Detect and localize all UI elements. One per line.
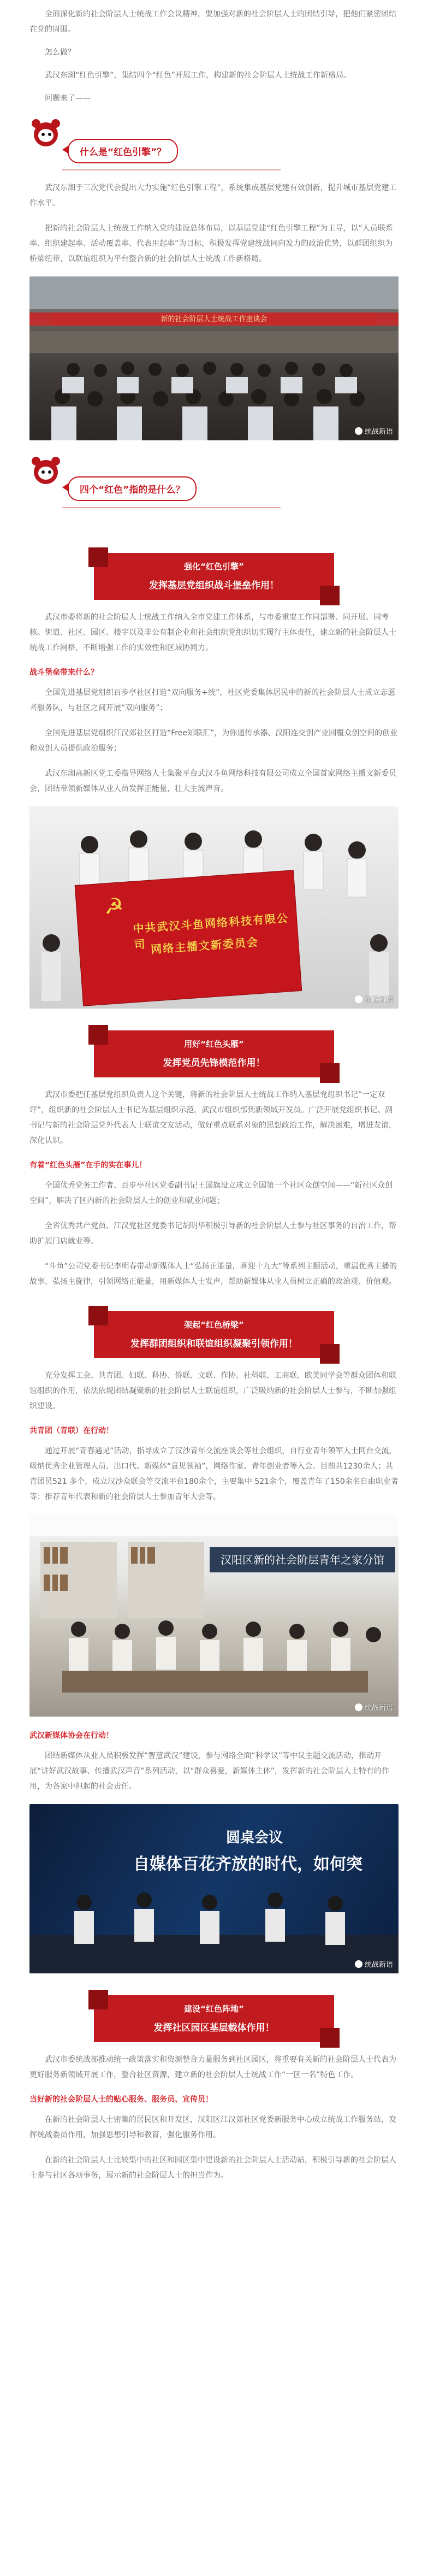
banner-line-1: 架起“红色桥梁” [184, 1320, 244, 1330]
section-title: 什么是“红色引擎”？ [68, 139, 178, 163]
part3-body [0, 1368, 428, 1505]
mascot-icon [29, 119, 62, 152]
red-flag [75, 870, 302, 1006]
section1-body [0, 180, 428, 267]
paragraph: 全国先进基层党组织百步亭社区打造“双向服务+统”，社区党委集体居民中的新的社会阶层人士成立志愿者服务队，与社区之间开展“双向服务”； [29, 688, 396, 712]
part1-body [0, 610, 428, 797]
wechat-logo-icon [355, 427, 362, 435]
banner-line-2: 发挥基层党组织战斗堡垒作用！ [149, 580, 279, 591]
paragraph: 全省优秀共产党员、江汉党社区党委书记胡明华积极引导新的社会阶层人士参与社区事务的自治工作，帮助扩展门店就业等。 [29, 1222, 396, 1246]
stage-subtitle: 自媒体百花齐放的时代，如何突 [133, 1855, 362, 1874]
paragraph: 全国优秀党务工作者、百步亭社区党委副书记王国旗设立成立全国第一个社区众创空间——“新社区众创空间”，解决了区内新的社会阶层人士的创业和就业问题； [29, 1181, 393, 1205]
youth-home-sign: 汉阳区新的社会阶层青年之家分馆 [221, 1553, 384, 1566]
paragraph: 充分发挥工会、共青团、妇联、科协、侨联、文联、作协、社科联、工商联、欧美同学会等群众团体和联谊组织的作用，依法依规团结凝聚新的社会阶层人士联谊组织，广泛吸纳新的社会阶层人士参与，不断加强组织建设。 [29, 1371, 396, 1411]
intro-paragraph: 问题来了—— [45, 94, 91, 103]
paragraph: 全国先进基层党组织江汉郊社区打造“Free知联汇”，为你通传承器、汉阳连交创产业园覆众创空间的创业和双创人员提供政治服务； [29, 729, 398, 753]
section-underline [62, 507, 281, 508]
paragraph: 武汉市委把任基层党组织负责人这个关键，将新的社会阶层人士统战工作纳入基层党组织书记“一定双评”，组织新的社会阶层人士书记为基层组织示范，武汉市组织部到新领域开发员。广泛开展党组织书记、副书记与新的社会阶层党外代表人士联谊交友活动，做好重点联系对象的思想政治工作，解决困难，增进友谊，深化认识。 [29, 1090, 396, 1145]
paragraph: 在新的社会阶层人士比较集中的社区和园区集中建设新的社会阶层人士活动站，积极引导新的社会阶层人士参与社区各项事务，展示新的社会阶层人士的担当作为。 [29, 2156, 396, 2180]
banner-line-2: 发挥社区园区基层载体作用！ [153, 2023, 275, 2033]
watermark: 统战新语 [355, 1959, 393, 1969]
part3-body-2 [0, 1729, 428, 1794]
paragraph: 武汉市委将新的社会阶层人士统战工作纳入全市党建工作体系，与市委重要工作同部署、同开展、同考核。街道、社区、园区、楼宇以及非公有制企业和社会组织党组织切实履行主体责任，建立新的社会阶层人士统战工作网格，不断增强工作的实效性和区域协同力。 [29, 613, 396, 652]
flag-photo [29, 806, 399, 1009]
red-subheading: 战斗堡垒带来什么？ [29, 668, 98, 677]
section-title: 四个“红色”指的是什么？ [68, 476, 197, 501]
part4-body [0, 2052, 428, 2183]
paragraph: 武汉市委统战部推动统一政策落实和资源整合力量服务到社区园区，将重要有关新的社会阶层人士代表为更好服务新领域开展工作，整合社区资源，建立新的社会阶层人士统战工作“一区一名”特色工作。 [29, 2055, 396, 2079]
red-subheading: 有着“红色头雁”在手的实在事儿！ [29, 1161, 147, 1170]
section-underline [62, 169, 281, 170]
wechat-logo-icon [355, 995, 362, 1003]
stage-title: 圆桌会议 [226, 1830, 283, 1846]
flag-text-line-1: 中共武汉斗鱼网络科技有限公司 [132, 911, 289, 951]
wechat-logo-icon [355, 1703, 362, 1711]
watermark: 统战新语 [355, 426, 393, 436]
paragraph: 团结新媒体从业人员积极发挥“智慧武汉”建设，参与网络全面“科学议”等中议主题交流活动，推动开展“讲好武汉故事、传播武汉声音”系列活动，以“群众喜爱，新媒体主体”，发挥新的社会阶层人士特有的作用，为各家中担起的社会责任。 [29, 1752, 390, 1791]
youth-home-photo [29, 1514, 399, 1717]
red-banner [94, 553, 334, 600]
flag-text-line-2: 网络主播文新委员会 [150, 935, 259, 956]
banner-line-1: 用好“红色头雁” [184, 1039, 244, 1049]
section-heading-1 [29, 119, 428, 172]
red-banner [94, 1311, 334, 1358]
red-subheading: 武汉新媒体协会在行动！ [29, 1731, 114, 1740]
watermark: 统战新语 [355, 994, 393, 1004]
intro-paragraph: 武汉东湖“红色引擎”，集结四个“红色”开展工作，构建新的社会阶层人士统战工作新格局。 [45, 71, 352, 80]
paragraph: 通过开展“青春遇见”活动，指导成立了汉沙青年交流座谈会等社会组织，自行业青年领军人士同台交流，吸纳优秀企业管理人员、出口代、新媒体“意见领袖”，网络作家、青年创业者等入会。目前共1230余人；共青团员521 多个，成立汉沙众联会等交流平台180余个，主要集中 521余个，覆盖青年了150余名自由职业者等；推荐青年代表和新的社会阶层人士参加青年大会等。 [29, 1447, 399, 1501]
banner-line-1: 强化“红色引擎” [184, 562, 244, 571]
mascot-icon [29, 457, 62, 490]
paragraph: “斗鱼”公司党委书记李明春带动新媒体人士“弘扬正能量，喜迎十九大”等系列主题活动，重温优秀主播的故事，弘扬主旋律，引领网络正能量，用新媒体人士发声，帮助新媒体从业人员树立正确的政治观、价值观。 [29, 1262, 397, 1286]
conference-photo [29, 276, 399, 440]
watermark: 统战新语 [355, 1702, 393, 1712]
banner-line-2: 发挥群团组织和联谊组织凝聚引领作用！ [130, 1339, 298, 1349]
wechat-logo-icon [355, 1960, 362, 1968]
party-emblem-icon: ☭ [103, 893, 125, 920]
part2-body [0, 1087, 428, 1289]
paragraph: 在新的社会阶层人士密集的居民区和开发区，汉阳区江汉郊社区党委新服务中心成立统战工作服务站，发挥统战委员作用，加强思想引导和教育，强化服务作用。 [29, 2115, 396, 2139]
intro-paragraph: 全面深化新的社会阶层人士统战工作会议精神，要加强对新的社会阶层人士的团结引导，把他们紧密团结在党的周围。 [29, 10, 396, 34]
banner-line-2: 发挥党员先锋模范作用！ [163, 1058, 265, 1069]
paragraph: 武汉东湖于三次党代会提出大力实施“红色引擎工程”，系统集成基层党建有效创新，提升城市基层党建工作水平。 [29, 184, 397, 208]
roundtable-photo [29, 1804, 399, 1973]
red-subheading: 共青团（青联）在行动！ [29, 1426, 114, 1435]
red-banner [94, 1995, 334, 2042]
banner-line-1: 建设“红色阵地” [184, 2004, 244, 2014]
intro-paragraph: 怎么做？ [45, 48, 75, 57]
paragraph: 把新的社会阶层人士统战工作纳入党的建设总体布局，以基层党建“红色引擎工程”为主导，以“人员联系率、组织建起率、活动覆盖率、代表用起率”为目标，积极发挥党建统战同向发力的政治优势，以群团组织为桥梁纽带，以联谊组织为平台整合新的社会阶层人士统战工作新格局。 [29, 224, 393, 263]
intro-section [0, 0, 428, 106]
paragraph: 武汉东湖高新区党工委指导网络人士集聚平台武汉斗鱼网络科技有限公司成立全国首家网络主播文新委员会，团结带领新媒体从业人员发挥正能量，壮大主流声音。 [29, 769, 396, 793]
red-banner [94, 1030, 334, 1077]
hall-banner-text: 新的社会阶层人士统战工作座谈会 [160, 315, 268, 323]
section-heading-2 [29, 457, 428, 509]
red-subheading: 当好新的社会阶层人士的贴心服务、服务员、宣传员！ [29, 2095, 213, 2104]
